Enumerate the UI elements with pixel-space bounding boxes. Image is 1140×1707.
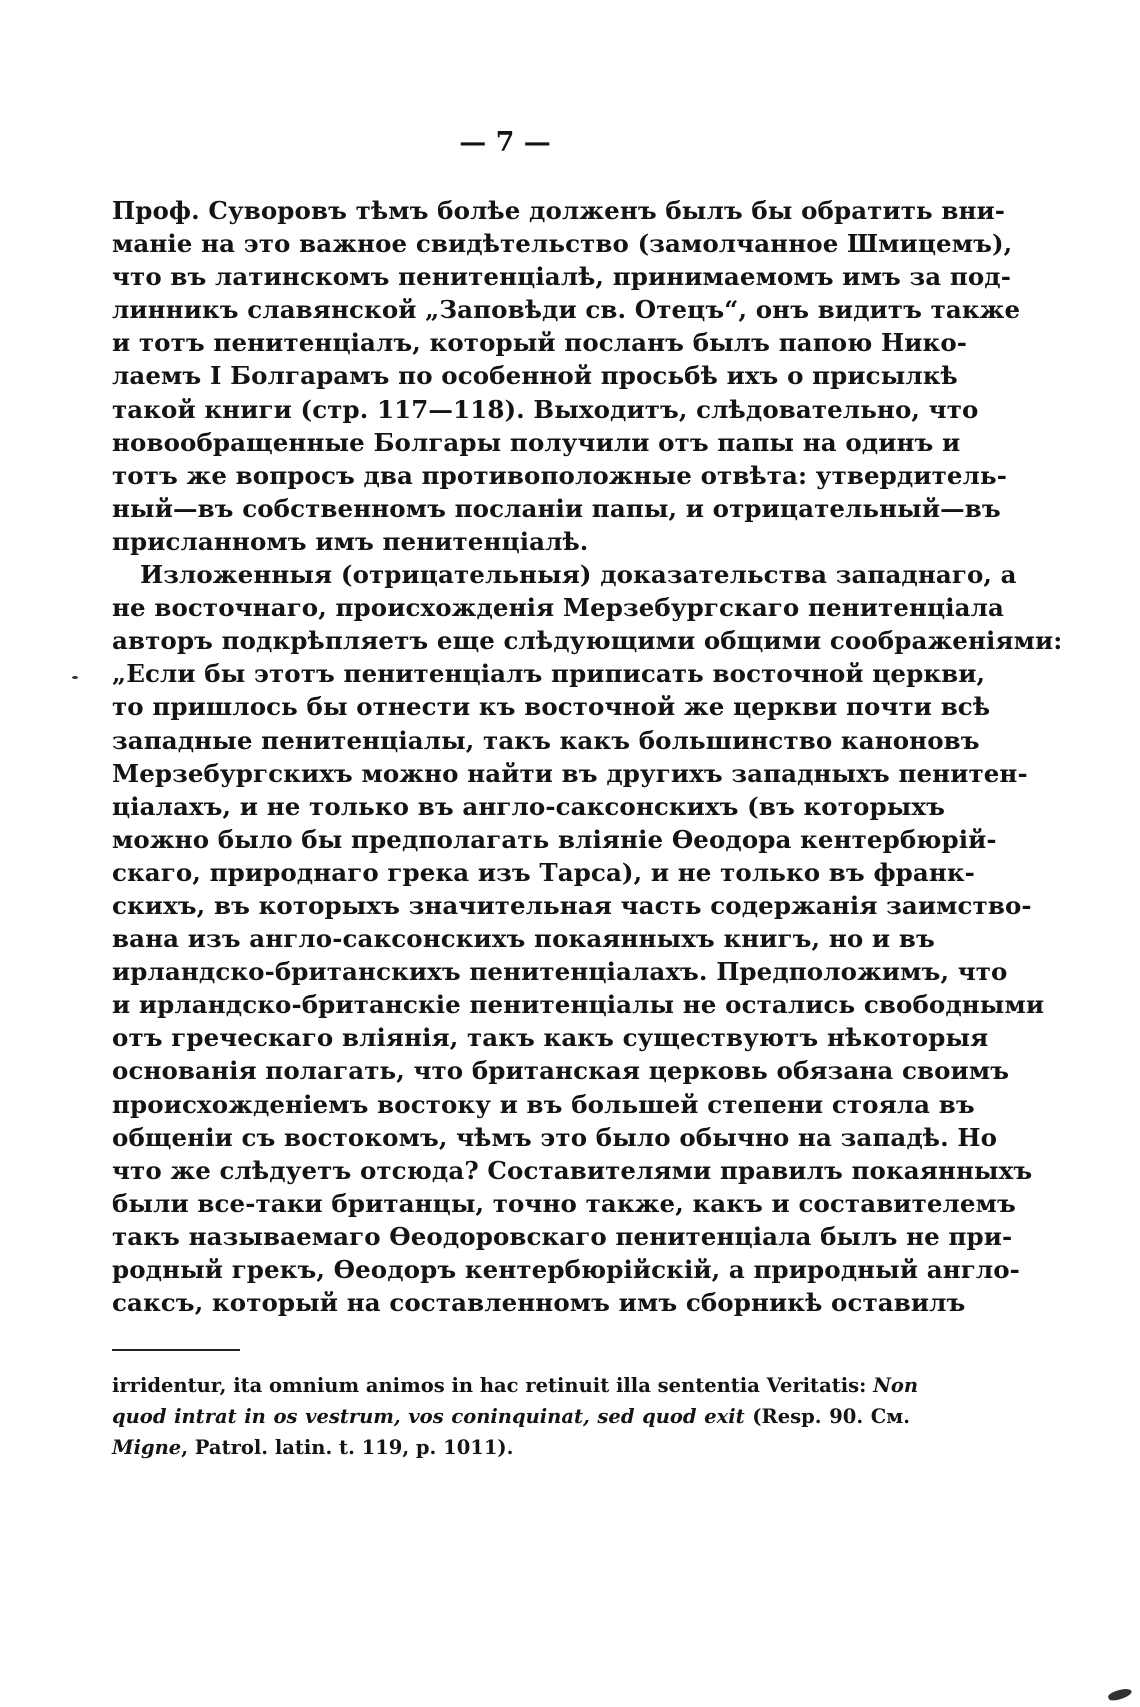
paragraph-1 (112, 194, 1021, 558)
text-line: можно было бы предполагать вліяніе Ѳеодора кентербюрій- (112, 824, 997, 854)
footnote (112, 1370, 919, 1463)
text-line: Мерзебургскихъ можно найти въ другихъ западныхъ пенитен- (112, 758, 1028, 788)
text-line: „Если бы этотъ пенитенціалъ приписать восточной церкви, (112, 659, 986, 689)
text-line: и ирландско-британскіе пенитенціалы не остались свободными (112, 990, 1045, 1020)
text-line: линникъ славянской „Заповѣди св. Отецъ“, онъ видитъ также (112, 295, 1021, 325)
text-line: саксъ, который на составленномъ имъ сборникѣ оставилъ (112, 1288, 966, 1318)
text-line: происхожденіемъ востоку и въ большей степени стояла въ (112, 1089, 975, 1119)
text-line: присланномъ имъ пенитенціалѣ. (112, 526, 589, 556)
text-line: лаемъ I Болгарамъ по особенной просьбѣ ихъ о присылкѣ (112, 361, 958, 391)
text-line: что въ латинскомъ пенитенціалѣ, принимаемомъ имъ за под- (112, 262, 1011, 292)
page-number: — 7 — (459, 127, 551, 158)
text-line: скаго, природнаго грека изъ Тарса), и не только въ франк- (112, 857, 975, 887)
text-line: новообращенные Болгары получили отъ папы на одинъ и (112, 427, 961, 457)
text-line: то пришлось бы отнести къ восточной же церкви почти всѣ (112, 692, 991, 722)
text-line: ціалахъ, и не только въ англо-саксонскихъ (въ которыхъ (112, 791, 945, 821)
text-line: общеніи съ востокомъ, чѣмъ это было обычно на западѣ. Но (112, 1122, 998, 1152)
text-line: родный грекъ, Ѳеодоръ кентербюрійскій, а природный англо- (112, 1255, 1020, 1284)
text-line: основанія полагать, что британская церковь обязана своимъ (112, 1056, 1010, 1086)
text-line: тотъ же вопросъ два противоположные отвѣта: утвердитель- (112, 460, 1007, 490)
text-line: западные пенитенціалы, такъ какъ большинство каноновъ (112, 725, 980, 755)
scan-speck (1107, 1687, 1133, 1703)
text-line: вана изъ англо-саксонскихъ покаянныхъ книгъ, но и въ (112, 924, 935, 954)
body-text (112, 194, 1063, 1319)
scan-speck (72, 676, 78, 679)
text-line: авторъ подкрѣпляетъ еще слѣдующими общими соображеніями: (112, 626, 1063, 656)
footnote-line-3: Migne, Patrol. latin. t. 119, p. 1011). (112, 1436, 514, 1459)
text-line: ный—въ собственномъ посланіи папы, и отрицательный—въ (112, 493, 1001, 523)
text-line: были все-таки британцы, точно также, какъ и составителемъ (112, 1188, 1016, 1218)
text-line: и тотъ пенитенціалъ, который посланъ былъ папою Нико- (112, 328, 968, 358)
text-line: отъ греческаго вліянія, такъ какъ существуютъ нѣкоторыя (112, 1023, 989, 1053)
footnote-line-1: irridentur, ita omnium animos in hac retinuit illa sententia Veritatis: Non (112, 1374, 919, 1397)
text-line: такъ называемаго Ѳеодоровскаго пенитенціала былъ не при- (112, 1221, 1013, 1251)
footnote-rule (112, 1349, 240, 1351)
text-line: ирландско-британскихъ пенитенціалахъ. Предположимъ, что (112, 957, 1008, 987)
paragraph-2 (112, 558, 1063, 1319)
text-line: такой книги (стр. 117—118). Выходитъ, слѣдовательно, что (112, 394, 979, 424)
text-line: скихъ, въ которыхъ значительная часть содержанія заимство- (112, 890, 1032, 920)
text-line: Изложенныя (отрицательныя) доказательства западнаго, а (140, 560, 1017, 590)
text-line: маніе на это важное свидѣтельство (замолчанное Шмицемъ), (112, 229, 1013, 259)
text-line: что же слѣдуетъ отсюда? Составителями правилъ покаянныхъ (112, 1155, 1033, 1185)
footnote-line-2: quod intrat in os vestrum, vos coninquinat, sed quod exit (Resp. 90. См. (112, 1405, 911, 1428)
text-line: не восточнаго, происхожденія Мерзебургскаго пенитенціала (112, 593, 1004, 623)
text-line: Проф. Суворовъ тѣмъ болѣе долженъ былъ бы обратить вни- (112, 196, 1006, 225)
